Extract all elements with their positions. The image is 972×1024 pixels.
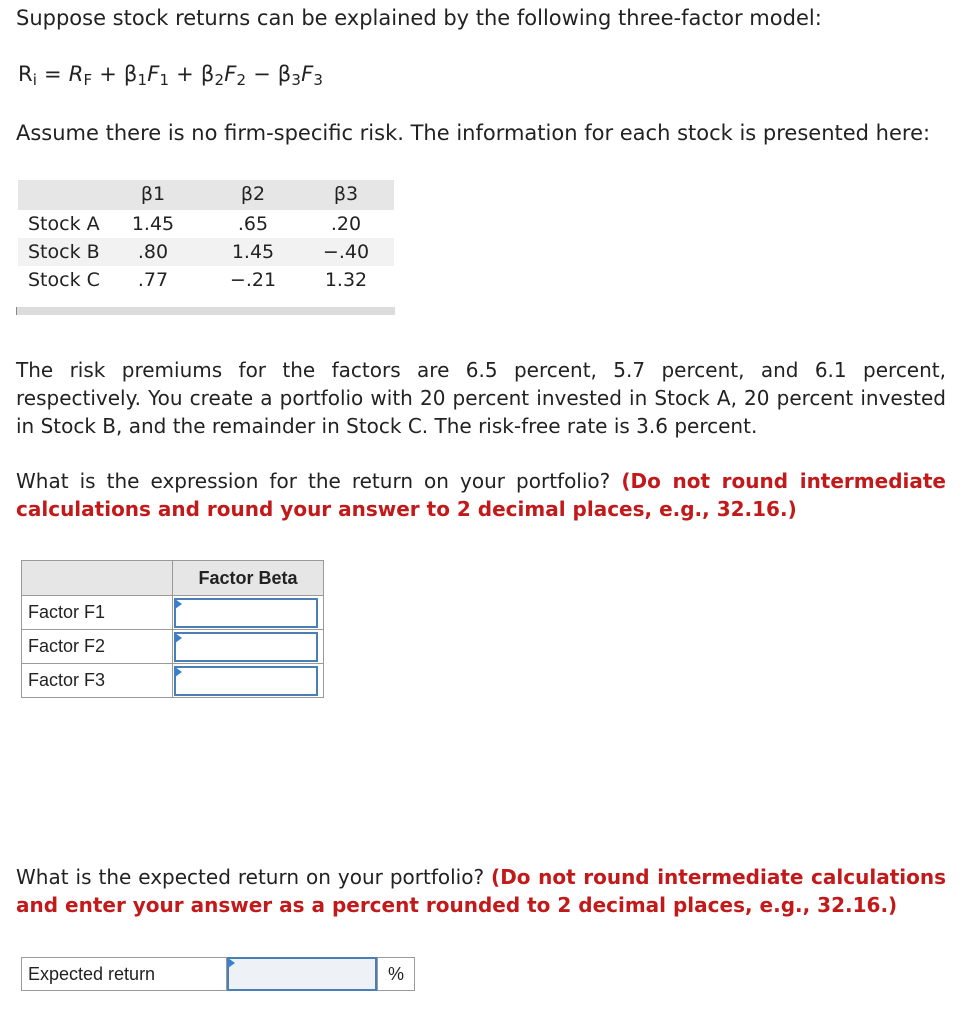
beta3-value: 1.32	[324, 269, 368, 291]
table-row	[22, 664, 324, 698]
factor-f3-label: Factor F3	[22, 664, 173, 698]
expected-return-label: Expected return	[21, 957, 227, 991]
percent-unit: %	[377, 957, 415, 991]
beta1-value: .77	[137, 269, 169, 291]
table-row	[22, 596, 324, 630]
header-factor-beta: Factor Beta	[173, 561, 324, 596]
beta2-value: 1.45	[231, 241, 275, 263]
question-text: What is the expected return on your portfolio?	[16, 865, 492, 889]
stock-name: Stock A	[28, 213, 100, 235]
stock-name: Stock C	[28, 269, 100, 291]
factor-beta-table	[21, 560, 324, 698]
factor-f3-input[interactable]	[174, 666, 318, 696]
intro-text: Suppose stock returns can be explained by the following three-factor model:	[16, 6, 822, 30]
risk-premium-paragraph: The risk premiums for the factors are 6.5 percent, 5.7 percent, and 6.1 percent, respectively. You create a portfolio with 20 percent invested in Stock A, 20 percent invested in Stock B, and the remainder in Stock C. The risk-free rate is 3.6 percent.	[16, 358, 946, 438]
flag-marker-icon	[228, 958, 235, 968]
factor-f2-label: Factor F2	[22, 630, 173, 664]
beta1-value: .80	[137, 241, 169, 263]
beta2-value: .65	[237, 213, 269, 235]
expected-return-input[interactable]	[227, 957, 377, 991]
header-blank	[22, 561, 173, 596]
table-header-row	[18, 180, 394, 210]
question-instruction: (Do not round intermediate calculations and round your answer to 2 decimal places, e.g., 32.16.)	[16, 469, 946, 521]
factor-f2-input[interactable]	[174, 632, 318, 662]
question-portfolio-expression	[16, 467, 946, 523]
stock-name: Stock B	[28, 241, 100, 263]
stock-beta-table	[18, 180, 394, 294]
flag-marker-icon	[175, 599, 182, 609]
beta3-value: .20	[330, 213, 362, 235]
assumption-text: Assume there is no firm-specific risk. The information for each stock is presented here:	[16, 121, 931, 145]
beta3-value: −.40	[322, 241, 370, 263]
header-beta3: β3	[333, 183, 359, 205]
table-bottom-bar	[16, 307, 395, 315]
factor-f1-input[interactable]	[174, 598, 318, 628]
flag-marker-icon	[175, 633, 182, 643]
table-row	[22, 630, 324, 664]
table-header-row	[22, 561, 324, 596]
table-row	[18, 238, 394, 266]
factor-f1-cell	[173, 596, 324, 630]
factor-f1-label: Factor F1	[22, 596, 173, 630]
factor-f3-cell	[173, 664, 324, 698]
table-row	[18, 210, 394, 238]
header-beta2: β2	[240, 183, 266, 205]
question-expected-return	[16, 863, 946, 919]
table-row	[18, 266, 394, 294]
question-instruction: (Do not round intermediate calculations and enter your answer as a percent rounded to 2 decimal places, e.g., 32.16.)	[16, 865, 947, 917]
beta1-value: 1.45	[131, 213, 175, 235]
question-text: What is the expression for the return on your portfolio?	[16, 469, 622, 493]
header-beta1: β1	[140, 183, 166, 205]
flag-marker-icon	[175, 667, 182, 677]
three-factor-formula: $R_i = R_F + \beta_1F_1 + \beta_2F_2 - \beta_3F_3$	[18, 62, 324, 89]
factor-f2-cell	[173, 630, 324, 664]
beta2-value: −.21	[229, 269, 277, 291]
